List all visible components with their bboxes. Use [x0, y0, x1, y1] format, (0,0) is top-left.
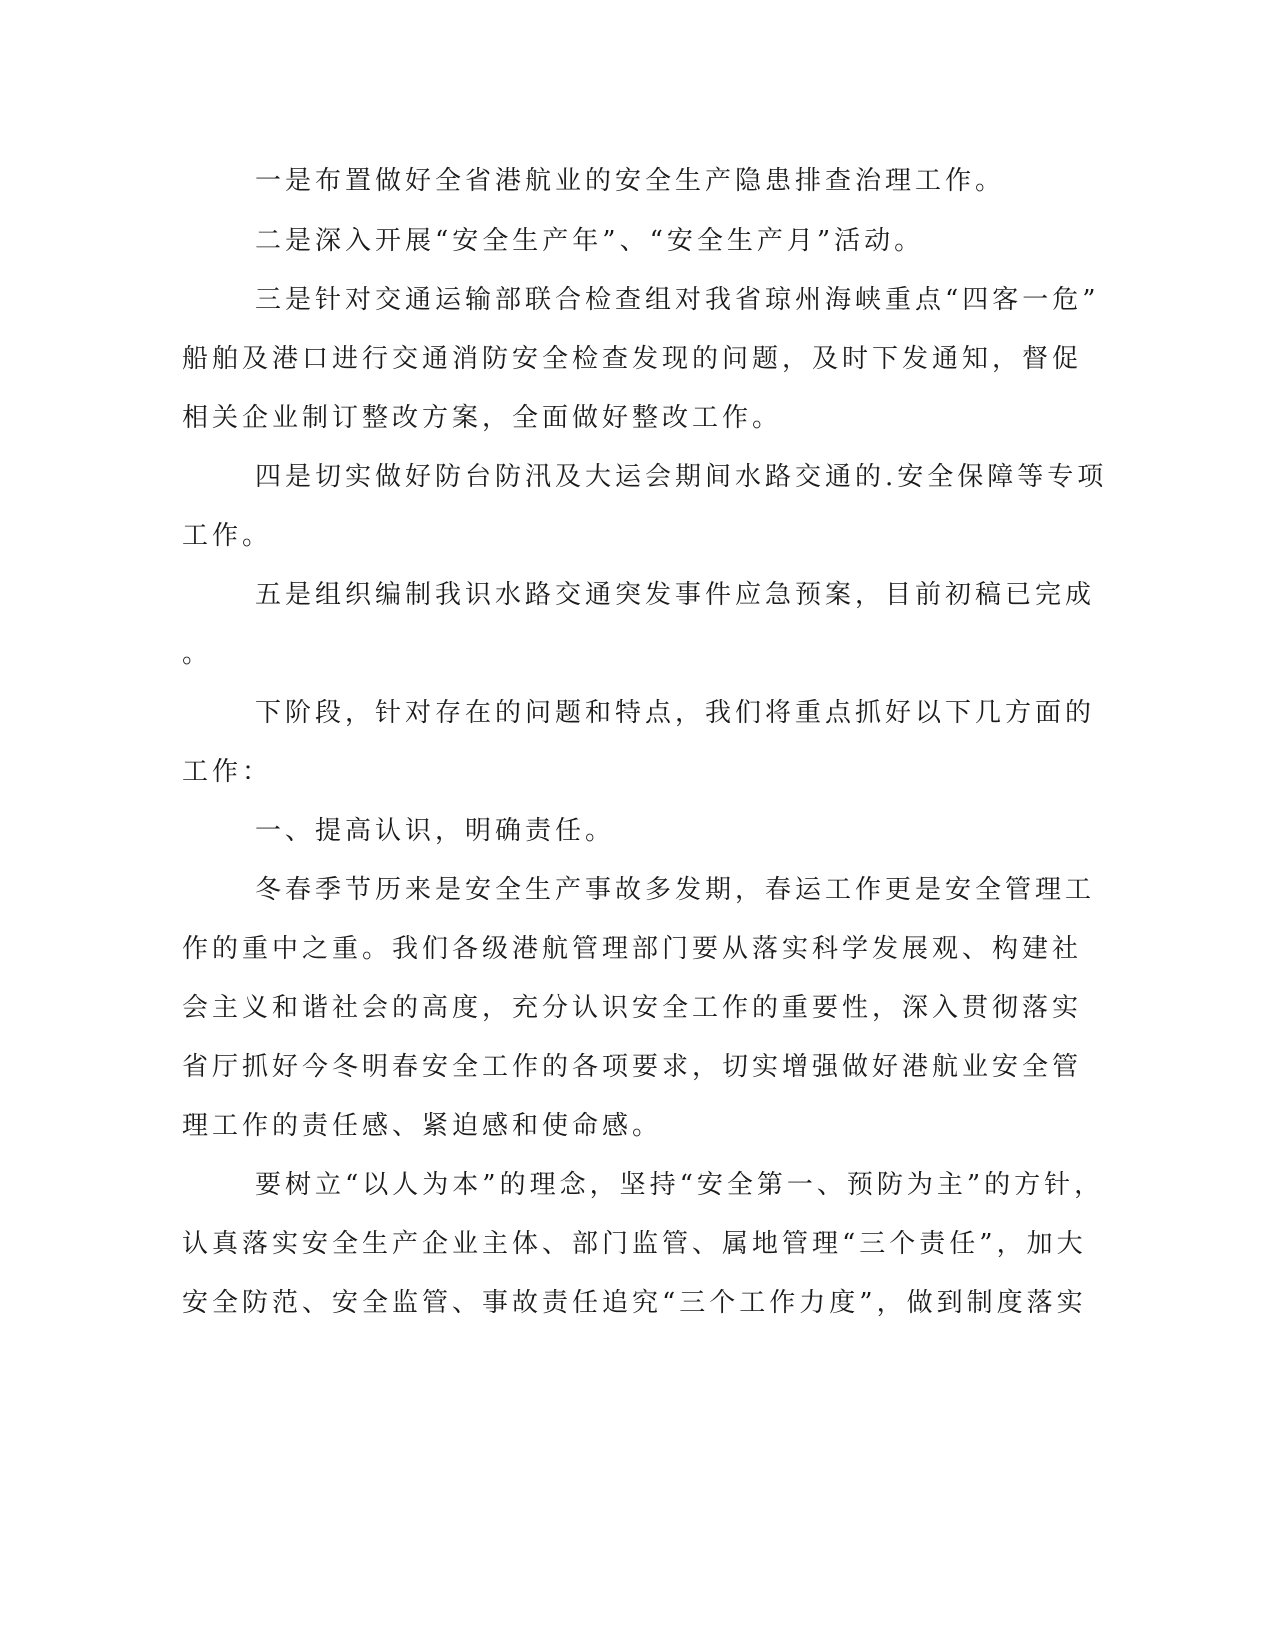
text-line: 会主义和谐社会的高度，充分认识安全工作的重要性，深入贯彻落实 — [182, 993, 1083, 1023]
text-line: 三是针对交通运输部联合检查组对我省琼州海峡重点“四客一危” — [255, 285, 1100, 315]
text-line: 。 — [182, 639, 213, 669]
text-line: 一是布置做好全省港航业的安全生产隐患排查治理工作。 — [255, 166, 1006, 196]
text-line: 理工作的责任感、紧迫感和使命感。 — [182, 1111, 663, 1141]
text-line: 安全防范、安全监管、事故责任追究“三个工作力度”，做到制度落实 — [182, 1288, 1087, 1318]
text-line: 二是深入开展“安全生产年”、“安全生产月”活动。 — [255, 226, 925, 256]
text-line: 认真落实安全生产企业主体、部门监管、属地管理“三个责任”，加大 — [182, 1229, 1087, 1259]
text-line: 船舶及港口进行交通消防安全检查发现的问题，及时下发通知，督促 — [182, 344, 1083, 374]
text-line: 冬春季节历来是安全生产事故多发期，春运工作更是安全管理工 — [255, 875, 1096, 905]
text-line: 一、提高认识，明确责任。 — [255, 816, 616, 846]
text-line: 四是切实做好防台防汛及大运会期间水路交通的.安全保障等专项 — [255, 462, 1108, 492]
text-line: 相关企业制订整改方案，全面做好整改工作。 — [182, 403, 783, 433]
text-line: 作的重中之重。我们各级港航管理部门要从落实科学发展观、构建社 — [182, 934, 1083, 964]
text-line: 五是组织编制我识水路交通突发事件应急预案，目前初稿已完成 — [255, 580, 1096, 610]
text-line: 要树立“以人为本”的理念，坚持“安全第一、预防为主”的方针， — [255, 1170, 1105, 1200]
text-line: 工作。 — [182, 521, 273, 551]
text-line: 工作： — [182, 757, 273, 787]
text-line: 下阶段，针对存在的问题和特点，我们将重点抓好以下几方面的 — [255, 698, 1096, 728]
text-line: 省厅抓好今冬明春安全工作的各项要求，切实增强做好港航业安全管 — [182, 1052, 1083, 1082]
